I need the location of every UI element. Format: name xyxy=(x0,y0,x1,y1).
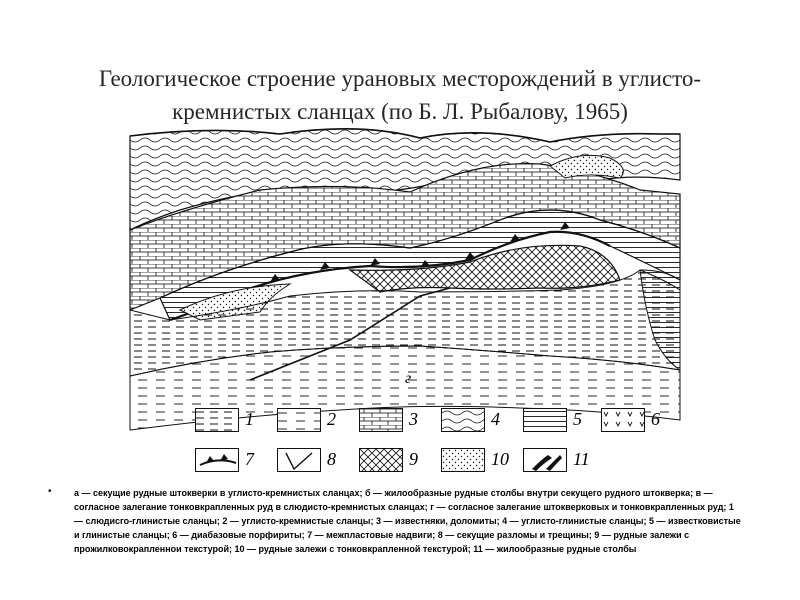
legend-number: 8 xyxy=(327,449,336,469)
legend-swatch-10 xyxy=(441,448,485,472)
legend-number: 6 xyxy=(651,409,660,429)
legend-number: 11 xyxy=(573,449,590,469)
legend-number: 9 xyxy=(409,449,418,469)
legend-number: 5 xyxy=(573,409,582,429)
legend-number: 3 xyxy=(409,409,418,429)
legend-swatch-2 xyxy=(277,408,321,432)
legend-swatch-4 xyxy=(441,408,485,432)
slide-title xyxy=(60,62,740,128)
legend-swatch-6 xyxy=(601,408,645,432)
caption-text: а — секущие рудные штокверки в углисто-кремнистых сланцах; б — жилообразные рудные столбы внутри секущего рудного штокверка; в — согласное залегание тонковкрапленных руд в слюдисто-кремнистых сланцах; г — согласное залегание штокверковых и тонковкрапленных руд; 1 — слюдисго-глинистые сланцы; 2 — углисто-кремнистые сланцы; 3 — известняки, доломиты; 4 — углисто-глинистые сланцы; 5 — известковистые и глинистые сланцы; 6 — диабазовые порфириты; 7 — межпластовые надвиги; 8 — секущие разломы и трещины; 9 — рудные залежи с прожилковокрапленнои текстурой; 10 — рудные залежи с тонковкрапленной текстурой; 11 — жилообразные рудные столбы xyxy=(74,488,741,554)
legend-swatch-9 xyxy=(359,448,403,472)
legend-number: 7 xyxy=(245,449,254,469)
legend-number: 2 xyxy=(327,409,336,429)
legend-swatch-7-thrust xyxy=(195,448,239,472)
figure-label: г xyxy=(405,370,412,387)
title-line-2: кремнистых сланцах (по Б. Л. Рыбалову, 1965) xyxy=(172,99,628,124)
legend-swatch-5 xyxy=(523,408,567,432)
legend-row-1 xyxy=(195,408,660,432)
legend-number: 10 xyxy=(491,449,509,469)
legend-row-2 xyxy=(195,448,615,472)
legend-swatch-8-fault xyxy=(277,448,321,472)
legend-number: 4 xyxy=(491,409,500,429)
bullet: • xyxy=(48,486,52,497)
title-line-1: Геологическое строение урановых месторождений в углисто- xyxy=(98,66,702,91)
legend-swatch-1 xyxy=(195,408,239,432)
legend-swatch-11-veins xyxy=(523,448,567,472)
legend-number: 1 xyxy=(245,409,254,429)
legend-swatch-3 xyxy=(359,408,403,432)
